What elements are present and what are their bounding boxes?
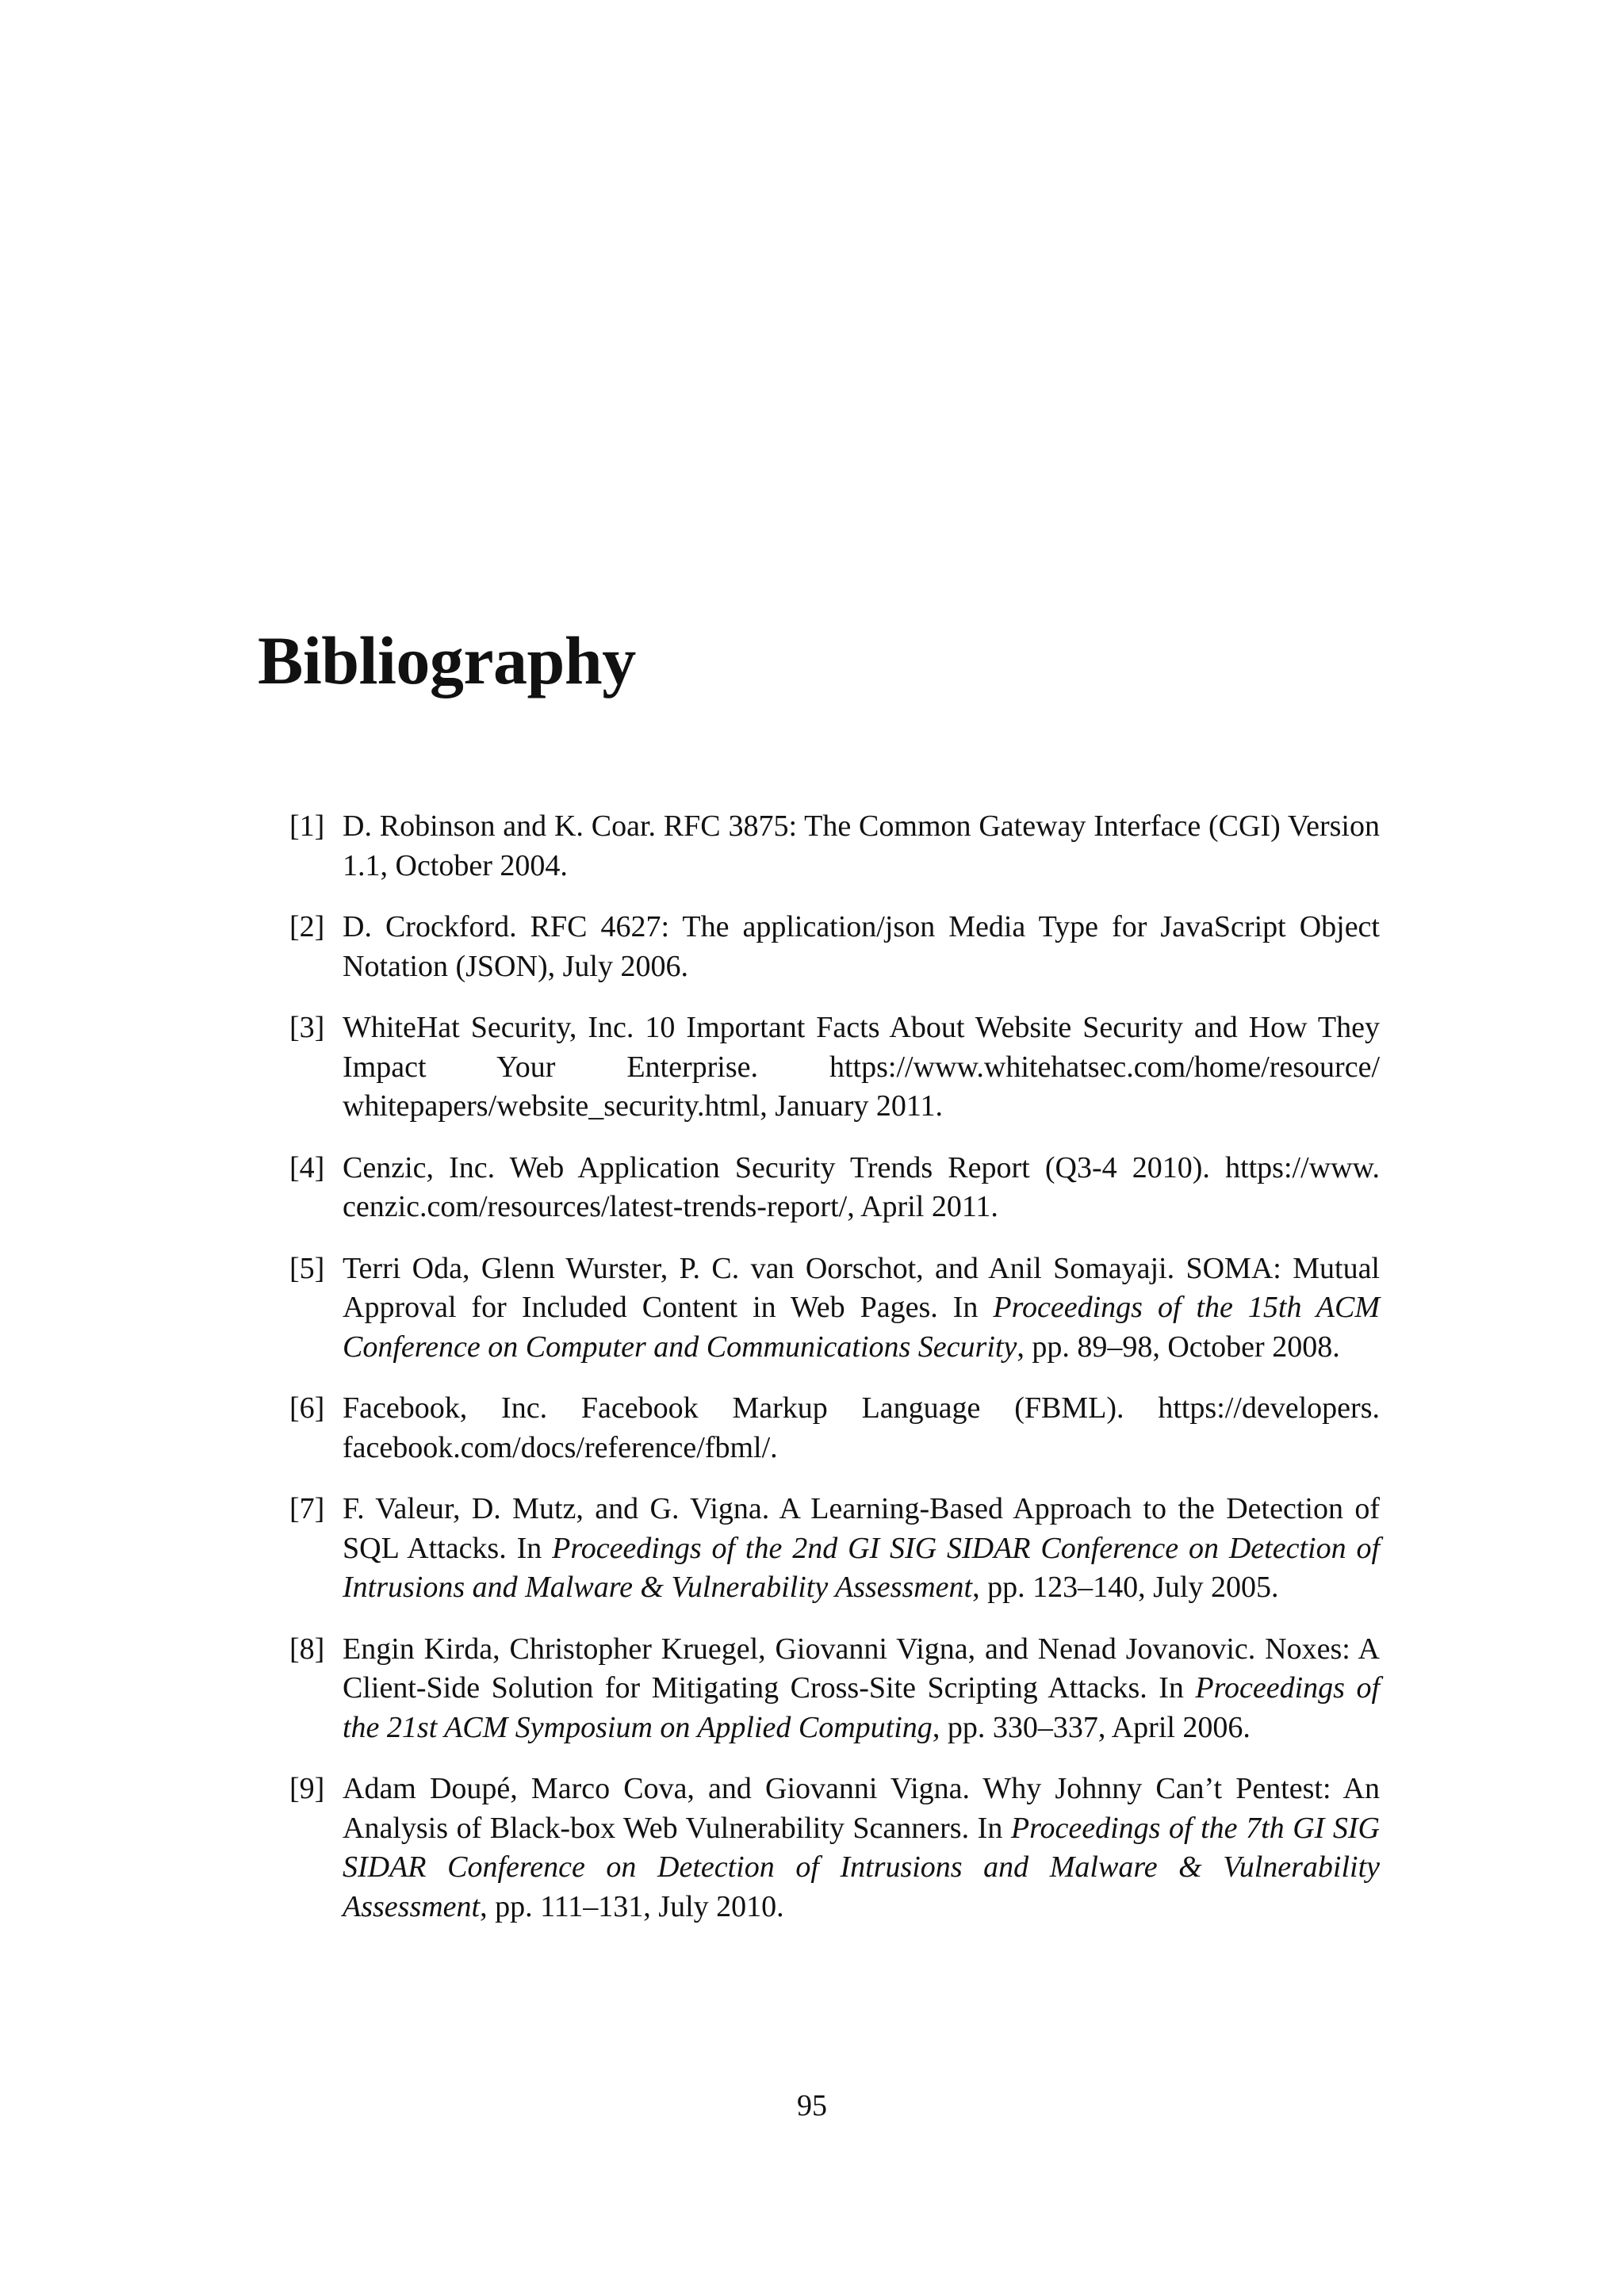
reference-segment: F. Valeur, D. Mutz, and G. Vigna. A Learning-Based Approach to the Detection of SQL Attacks. In	[343, 1492, 1380, 1565]
reference-segment: WhiteHat Security, Inc. 10 Important Facts About Website Security and How They Impact Your Enterprise. https://www.whitehatsec.com/home/resource/ whitepapers/website_security.html, January 2011.	[343, 1011, 1380, 1123]
reference-text	[343, 1632, 1380, 1744]
reference-segment: Terri Oda, Glenn Wurster, P. C. van Oorschot, and Anil Somayaji. SOMA: Mutual Approval for Included Content in Web Pages. In	[343, 1251, 1380, 1324]
reference-text	[343, 1772, 1380, 1923]
reference-venue: Proceedings of the 15th ACM Conference on Computer and Communications Security	[343, 1291, 1380, 1364]
reference-entry	[289, 908, 1380, 986]
reference-entry	[289, 1008, 1380, 1127]
reference-venue: Proceedings of the 7th GI SIG SIDAR Conference on Detection of Intrusions and Malware & Vulnerability Assessment	[343, 1811, 1380, 1923]
reference-number: [2]	[289, 910, 325, 943]
reference-segment: , pp. 123–140, July 2005.	[972, 1571, 1279, 1604]
reference-text	[343, 910, 1380, 983]
reference-venue: Proceedings of the 2nd GI SIG SIDAR Conference on Detection of Intrusions and Malware & Vulnerability Assessment	[343, 1531, 1380, 1604]
reference-number: [9]	[289, 1772, 325, 1805]
reference-number: [7]	[289, 1492, 325, 1525]
reference-number: [5]	[289, 1251, 325, 1285]
reference-number: [3]	[289, 1011, 325, 1044]
reference-segment: D. Crockford. RFC 4627: The application/json Media Type for JavaScript Object Notation (JSON), July 2006.	[343, 910, 1380, 983]
page-number: 95	[797, 2089, 827, 2122]
reference-segment: , pp. 89–98, October 2008.	[1017, 1330, 1340, 1364]
reference-venue: Proceedings of the 21st ACM Symposium on Applied Computing	[343, 1671, 1381, 1744]
reference-number: [8]	[289, 1632, 325, 1666]
reference-segment: , pp. 330–337, April 2006.	[932, 1710, 1251, 1744]
reference-number: [1]	[289, 809, 325, 843]
reference-text	[343, 1252, 1380, 1364]
reference-segment: , pp. 111–131, July 2010.	[480, 1889, 784, 1923]
reference-text	[343, 1492, 1380, 1604]
reference-entry	[289, 1630, 1380, 1748]
reference-entry	[289, 1389, 1380, 1468]
reference-text	[343, 1391, 1380, 1464]
reference-number: [4]	[289, 1150, 325, 1184]
reference-entry	[289, 807, 1380, 886]
reference-text	[343, 1151, 1380, 1224]
reference-text	[343, 809, 1380, 882]
reference-entry	[289, 1149, 1380, 1227]
reference-entry	[289, 1770, 1380, 1927]
reference-segment: D. Robinson and K. Coar. RFC 3875: The Common Gateway Interface (CGI) Version 1.1, October 2004.	[343, 809, 1380, 882]
reference-segment: Facebook, Inc. Facebook Markup Language (FBML). https://developers. facebook.com/docs/reference/fbml/.	[343, 1391, 1380, 1464]
reference-segment: Engin Kirda, Christopher Kruegel, Giovanni Vigna, and Nenad Jovanovic. Noxes: A Client-Side Solution for Mitigating Cross-Site Scripting Attacks. In	[343, 1632, 1380, 1705]
reference-segment: Adam Doupé, Marco Cova, and Giovanni Vigna. Why Johnny Can’t Pentest: An Analysis of Black-box Web Vulnerability Scanners. In	[343, 1772, 1380, 1845]
chapter-title: Bibliography	[258, 622, 636, 698]
reference-entry	[289, 1249, 1380, 1368]
reference-entry	[289, 1490, 1380, 1608]
reference-text	[343, 1011, 1380, 1123]
reference-segment: Cenzic, Inc. Web Application Security Trends Report (Q3-4 2010). https://www. cenzic.com/resources/latest-trends-report/, April 2011.	[343, 1150, 1380, 1223]
reference-number: [6]	[289, 1391, 325, 1425]
bibliography-list	[289, 807, 1380, 1949]
